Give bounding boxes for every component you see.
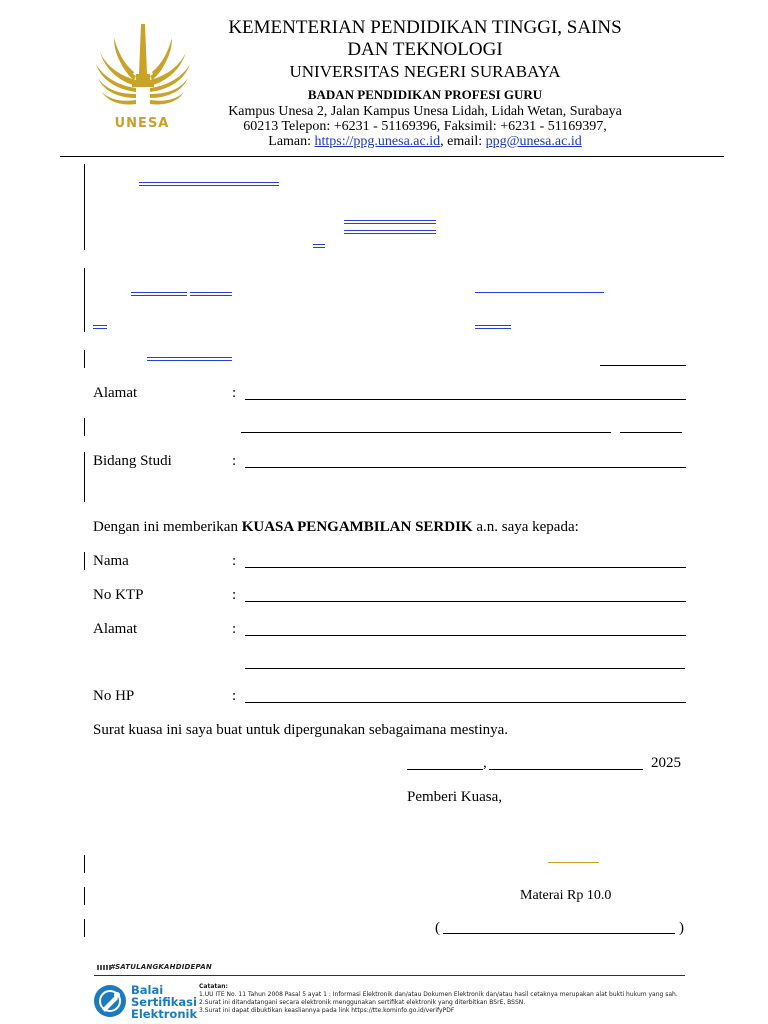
blank-field-line[interactable] <box>190 292 232 296</box>
margin-bar <box>84 552 85 570</box>
blank-field-line[interactable] <box>475 292 604 293</box>
margin-bar <box>84 164 85 250</box>
city-input-line[interactable] <box>407 769 483 770</box>
alamat-penerima-input-line-2[interactable] <box>245 668 685 669</box>
email-link[interactable]: ppg@unesa.ac.id <box>485 134 582 149</box>
bsre-logo <box>93 984 205 1020</box>
signature-mark <box>548 862 599 863</box>
margin-bar <box>84 855 85 873</box>
field-label-no-hp: No HP <box>93 688 135 704</box>
margin-bar <box>84 919 85 937</box>
field-colon: : <box>232 688 237 704</box>
margin-bar <box>84 350 85 368</box>
field-label-alamat: Alamat <box>93 385 138 401</box>
signer-title: Pemberi Kuasa, <box>407 789 502 805</box>
footer-note: 1.UU ITE No. 11 Tahun 2008 Pasal 5 ayat 1 : Informasi Elektronik dan/atau Dokumen Elektronik dan/atau hasil cetaknya merupakan alat bukti hukum yang sah. <box>199 991 678 998</box>
tagline-stripes <box>97 965 111 970</box>
blank-field-line[interactable] <box>344 220 436 224</box>
alamat-input-line[interactable] <box>245 399 686 400</box>
no-ktp-input-line[interactable] <box>245 601 686 602</box>
margin-bar <box>84 268 85 332</box>
field-colon: : <box>232 621 237 637</box>
address-line1: Kampus Unesa 2, Jalan Kampus Unesa Lidah, Lidah Wetan, Surabaya <box>228 104 622 119</box>
field-colon: : <box>232 385 237 401</box>
footer-divider <box>94 975 685 976</box>
field-label-nama: Nama <box>93 553 129 569</box>
statement-prefix: Dengan ini memberikan <box>93 519 242 535</box>
ministry-line1: KEMENTERIAN PENDIDIKAN TINGGI, SAINS <box>228 17 622 38</box>
margin-bar <box>84 418 85 436</box>
blank-field-line[interactable] <box>147 357 232 361</box>
department-name: BADAN PENDIDIKAN PROFESI GURU <box>307 87 543 102</box>
blank-field-line[interactable] <box>344 230 436 234</box>
blank-field-line[interactable] <box>93 325 107 329</box>
stamp-note: Materai Rp 10.0 <box>520 888 612 903</box>
date-separator: , <box>483 755 487 771</box>
field-colon: : <box>232 587 237 603</box>
field-label-bidang-studi: Bidang Studi <box>93 453 172 469</box>
nama-input-line[interactable] <box>245 567 686 568</box>
contact-line <box>200 134 650 150</box>
bidang-studi-input-line[interactable] <box>245 467 686 468</box>
footer-note: 3.Surat ini dapat dibuktikan keasliannya pada link https://tte.kominfo.go.id/verifyPDF <box>199 1007 455 1014</box>
no-hp-input-line[interactable] <box>245 702 686 703</box>
field-label-alamat-penerima: Alamat <box>93 621 138 637</box>
statement-suffix: a.n. saya kepada: <box>472 519 579 535</box>
blank-field-line[interactable] <box>313 244 325 248</box>
paren-close: ) <box>679 920 684 936</box>
footer-tagline: #SATULANGKAHDIDEPAN <box>110 963 212 971</box>
blank-field-line[interactable] <box>131 292 187 296</box>
statement-bold: KUASA PENGAMBILAN SERDIK <box>241 519 473 535</box>
margin-bar <box>84 887 85 905</box>
bsre-line3: Elektronik <box>131 1007 198 1021</box>
email-prefix: , email: <box>440 134 486 149</box>
signer-name-input-line[interactable] <box>443 933 675 934</box>
logo-text: UNESA <box>114 116 170 131</box>
margin-bar <box>84 452 85 502</box>
footer-notes-title: Catatan: <box>199 983 228 990</box>
header-divider <box>60 156 724 157</box>
blank-field-line[interactable] <box>139 182 279 186</box>
bsre-seal-icon <box>93 984 127 1018</box>
blank-field-line[interactable] <box>475 325 511 329</box>
blank-field-line[interactable] <box>600 365 686 366</box>
field-colon: : <box>232 553 237 569</box>
web-prefix: Laman: <box>268 134 315 149</box>
ministry-line2: DAN TEKNOLOGI <box>347 39 503 60</box>
year-text: 2025 <box>651 755 681 771</box>
bsre-line1: Balai <box>131 983 164 997</box>
university-logo <box>92 22 192 134</box>
field-label-no-ktp: No KTP <box>93 587 144 603</box>
bsre-line2: Sertifikasi <box>131 995 197 1009</box>
paren-open: ( <box>435 920 440 936</box>
footer-note: 2.Surat ini ditandatangani secara elektronik menggunakan sertifikat elektronik yang diterbitkan BSrE, BSSN. <box>199 999 526 1006</box>
alamat-input-line-2[interactable] <box>241 432 611 433</box>
alamat-penerima-input-line[interactable] <box>245 635 686 636</box>
date-input-line[interactable] <box>489 769 643 770</box>
authorization-statement <box>93 518 579 536</box>
university-name: UNIVERSITAS NEGERI SURABAYA <box>289 62 561 81</box>
closing-statement: Surat kuasa ini saya buat untuk dipergunakan sebagaimana mestinya. <box>93 722 509 738</box>
alamat-input-line-3[interactable] <box>620 432 682 433</box>
field-colon: : <box>232 453 237 469</box>
website-link[interactable]: https://ppg.unesa.ac.id <box>314 134 441 149</box>
address-line2: 60213 Telepon: +6231 - 51169396, Faksimil: +6231 - 51169397, <box>243 119 607 134</box>
